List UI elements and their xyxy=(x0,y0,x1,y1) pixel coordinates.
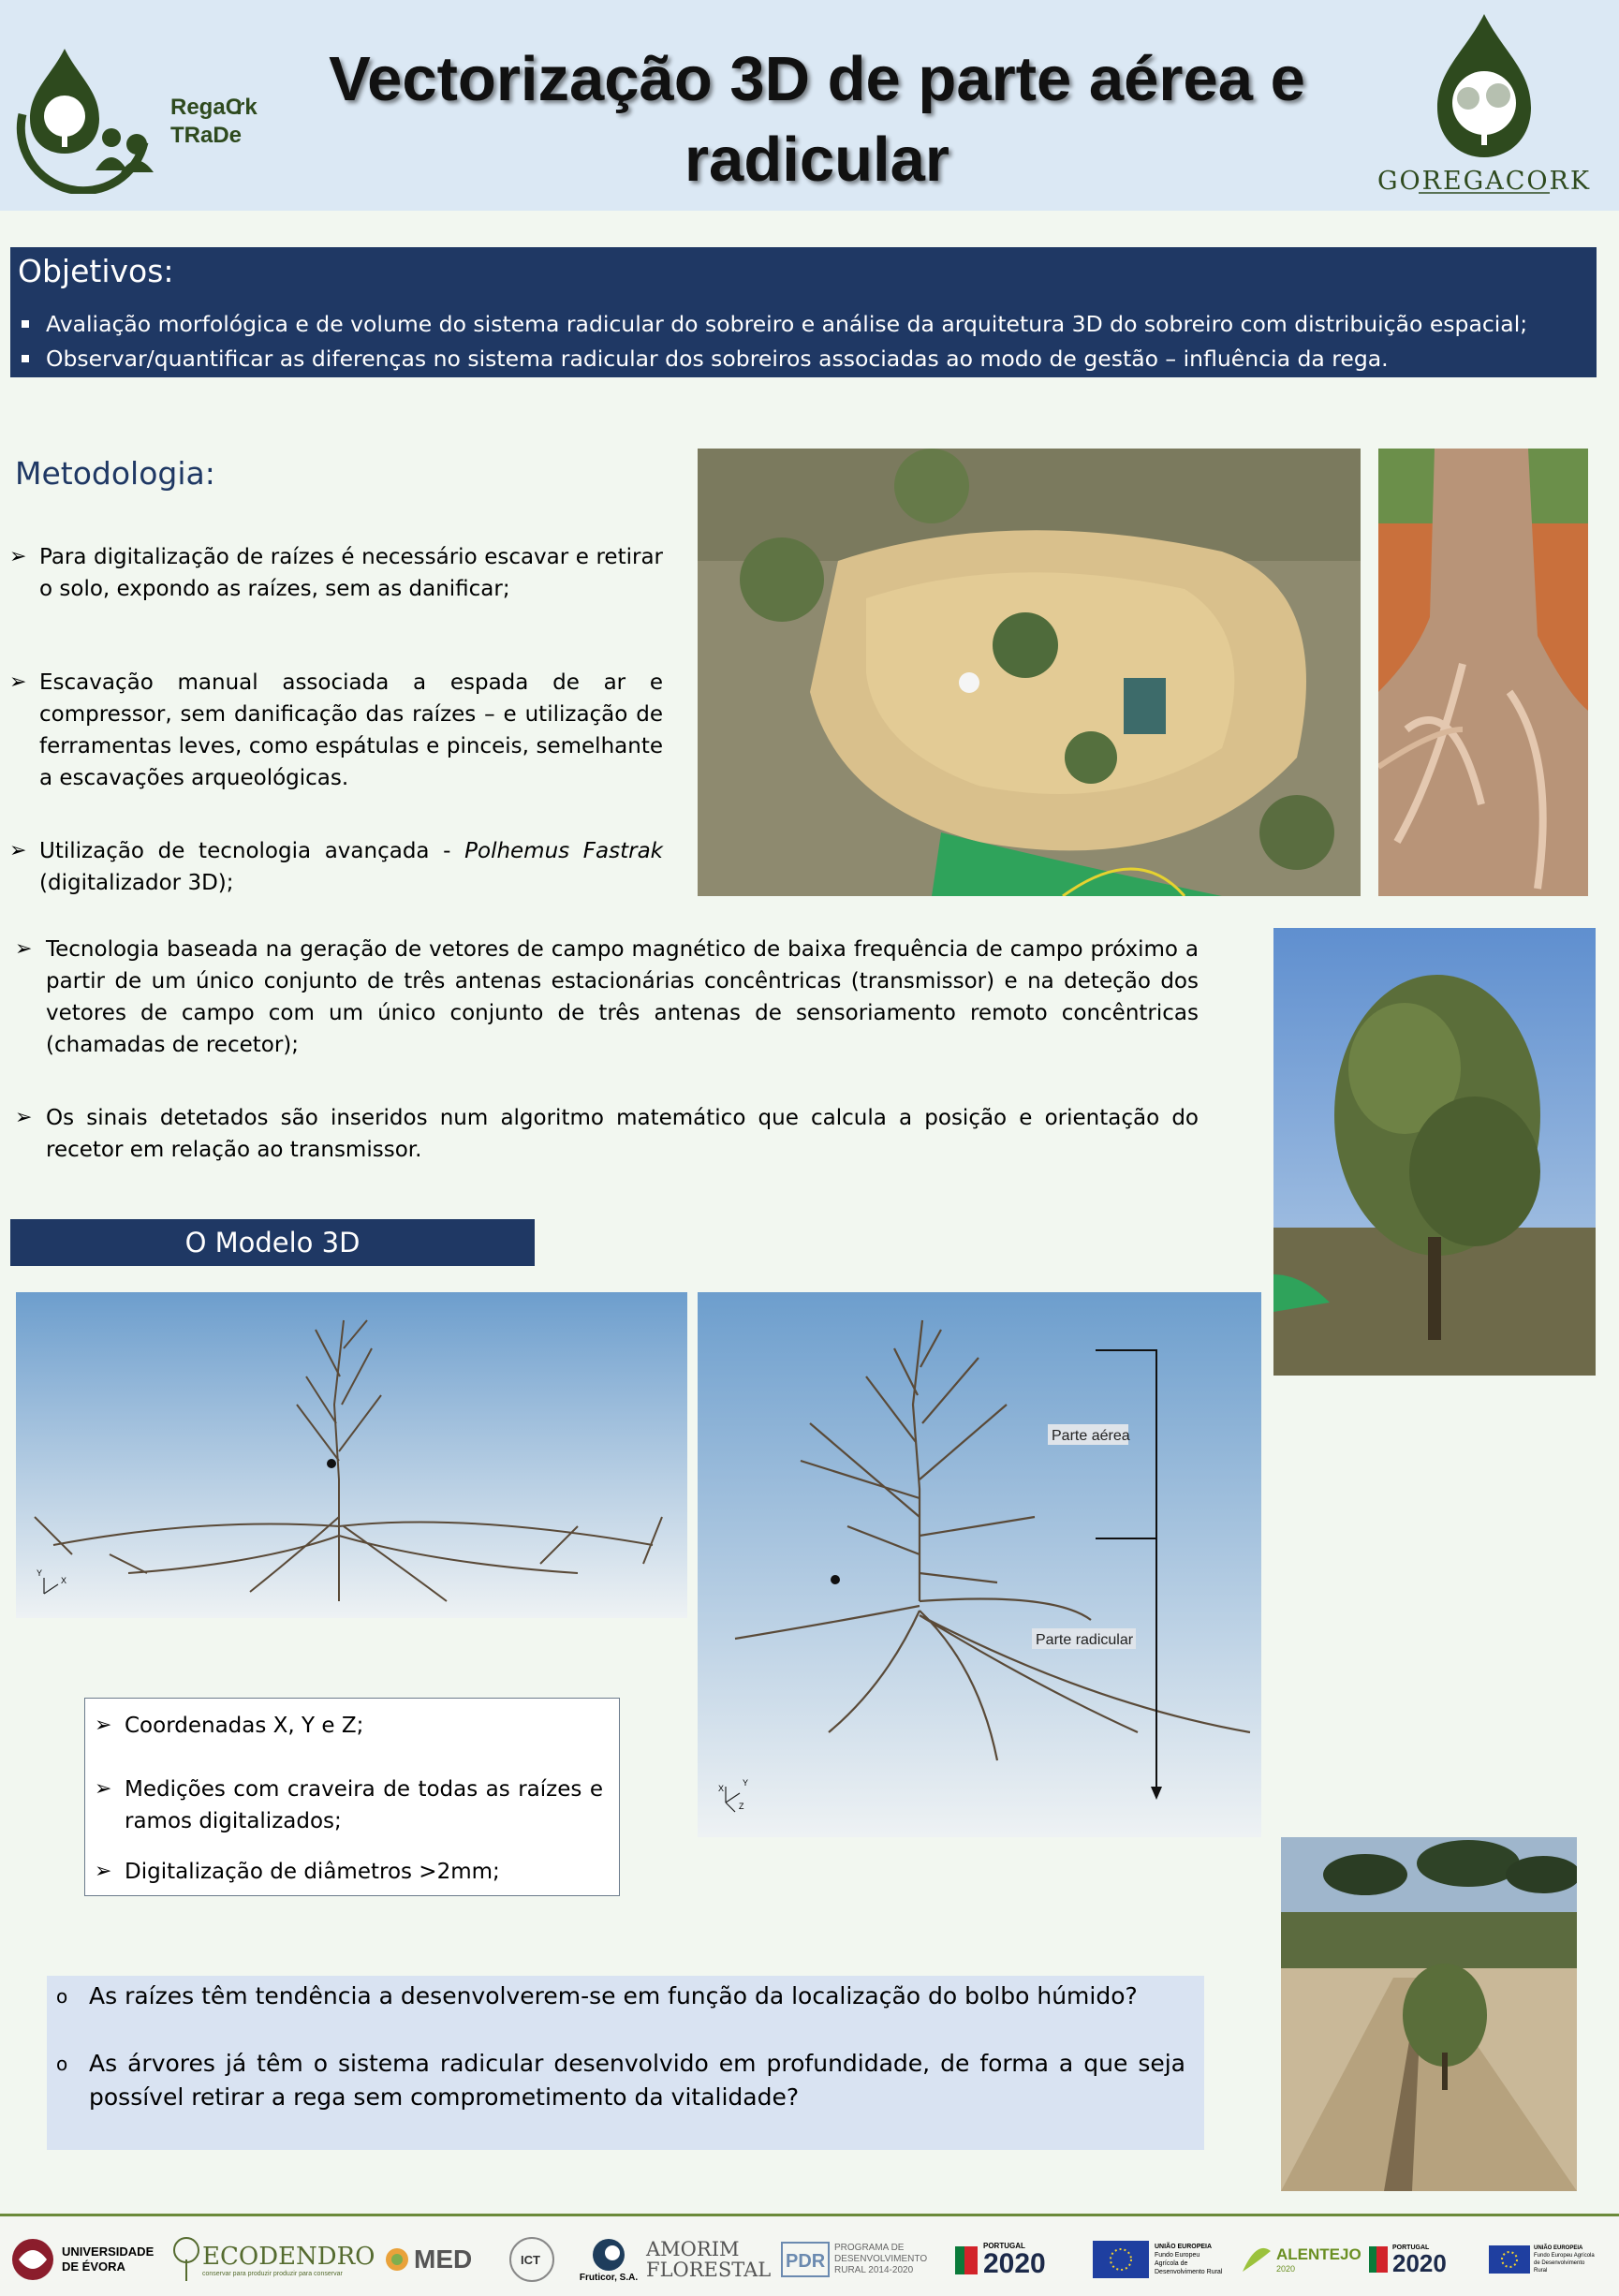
portugal2020-logo-2: PORTUGAL 2020 xyxy=(1369,2233,1472,2286)
objective-item: Avaliação morfológica e de volume do sistema radicular do sobreiro e análise da arquitetura 3D do sobreiro com distribuição espacial; xyxy=(18,307,1527,342)
methodology-item: ➢ Utilização de tecnologia avançada - Polhemus Fastrak (digitalizador 3D); xyxy=(9,835,663,899)
label-parte-radicular: Parte radicular xyxy=(1036,1632,1134,1648)
portugal2020-logo: PORTUGAL 2020 xyxy=(955,2233,1077,2286)
question-item: o As árvores já têm o sistema radicular desenvolvido em profundidade, de forma a que seja possível retirar a rega sem comprometimento da vitalidade? xyxy=(56,2047,1185,2114)
page-title: Vectorização 3D de parte aérea e radicular xyxy=(329,44,1305,195)
svg-text:PDR: PDR xyxy=(786,2251,826,2272)
model-detail-item: ➢ Digitalização de diâmetros >2mm; xyxy=(95,1856,603,1888)
fruticor-emblem-icon xyxy=(590,2237,627,2273)
circle-bullet-icon: o xyxy=(56,1985,68,2008)
3d-model-left-render xyxy=(16,1292,687,1618)
methodology-item: ➢ Escavação manual associada a espada de ar e compressor, sem danificação das raízes – e utilização de ferramentas leves, como espátulas e pinceis, semelhante a escavações arqueológicas. xyxy=(9,667,663,794)
uevora-logo: UNIVERSIDADE DE ÉVORA xyxy=(9,2233,169,2286)
arrow-bullet-icon: ➢ xyxy=(15,937,33,961)
arrow-bullet-icon: ➢ xyxy=(9,670,27,694)
objectives-title: Objetivos: xyxy=(18,253,174,289)
uevora-emblem-icon xyxy=(9,2236,56,2283)
goregacork-text: GOREGACORK xyxy=(1376,167,1592,196)
arrow-bullet-icon: ➢ xyxy=(95,1714,112,1737)
objectives-panel xyxy=(10,247,1597,377)
square-bullet-icon xyxy=(22,320,29,328)
axis-z-label: Z xyxy=(739,1802,744,1811)
regacork-line1-suffix: rk xyxy=(236,95,258,120)
arrow-bullet-icon: ➢ xyxy=(95,1777,112,1801)
label-parte-aerea: Parte aérea xyxy=(1052,1428,1130,1444)
methodology-item: ➢ Os sinais detetados são inseridos num algoritmo matemático que calcula a posição e orientação do recetor em relação ao transmissor. xyxy=(15,1102,1199,1166)
eu-fund-logo: UNIÃO EUROPEIA Fundo Europeu Agrícola de Desenvolvimento Rural xyxy=(1093,2233,1233,2286)
axis-x-label: X xyxy=(718,1784,725,1793)
eu-flag-icon xyxy=(1489,2245,1530,2274)
trunk-roots-photo xyxy=(1378,449,1588,896)
model-detail-item: ➢ Medições com craveira de todas as raízes e ramos digitalizados; xyxy=(95,1774,603,1837)
square-bullet-icon xyxy=(22,355,29,362)
ict-logo: ICT xyxy=(508,2233,564,2286)
model-section-title: O Modelo 3D xyxy=(10,1219,535,1266)
axis-y-label: Y xyxy=(743,1778,749,1788)
portugal-flag-icon xyxy=(955,2241,979,2278)
eu-fund-logo-2: UNIÃO EUROPEIA Fundo Europeu Agrícola de Desenvolvimento Rural xyxy=(1489,2233,1601,2286)
goregacork-logo xyxy=(1367,9,1601,197)
irrigation-trench-photo xyxy=(1281,1837,1577,2191)
model-detail-item: ➢ Coordenadas X, Y e Z; xyxy=(95,1710,603,1742)
fruticor-logo: Fruticor, S.A. xyxy=(571,2233,646,2286)
pdr2020-logo: PDR PROGRAMA DE DESENVOLVIMENTO RURAL 2014-2020 xyxy=(780,2233,949,2286)
arrow-bullet-icon: ➢ xyxy=(95,1860,112,1883)
objective-item: Observar/quantificar as diferenças no sistema radicular dos sobreiros associadas ao modo de gestão – influência da rega. xyxy=(18,342,1527,376)
excavation-aerial-photo xyxy=(698,449,1361,896)
tree-icon xyxy=(170,2236,202,2283)
cork-oak-tree-photo xyxy=(1273,928,1596,1376)
ecodendro-logo: ECODENDRO conservar para produzir produzir para conservar xyxy=(170,2233,376,2286)
questions-panel xyxy=(47,1976,1204,2150)
3d-model-right-render xyxy=(698,1292,1261,1837)
med-emblem-icon xyxy=(384,2246,410,2273)
alentejo2020-logo: ALENTEJO 2020 xyxy=(1241,2233,1362,2286)
axis-y-label: Y xyxy=(37,1568,43,1578)
med-logo: MED xyxy=(384,2233,496,2286)
arrow-bullet-icon: ➢ xyxy=(9,839,27,862)
circle-bullet-icon: o xyxy=(56,2053,68,2075)
methodology-item: ➢ Tecnologia baseada na geração de vetores de campo magnético de baixa frequência de campo próximo a partir de um único conjunto de três antenas estacionárias concêntricas (transmissor) e na deteção dos vetores de campo com um único conjunto de três antenas de sensoriamento remoto concêntricas (chamadas de recetor); xyxy=(15,934,1199,1061)
regacork-line1: RegaC xyxy=(170,95,243,120)
alentejo-emblem-icon xyxy=(1241,2244,1273,2275)
regacork-trade-logo xyxy=(13,39,294,194)
objectives-list xyxy=(18,307,1527,376)
portugal-flag-icon xyxy=(1369,2243,1390,2276)
methodology-title: Metodologia: xyxy=(15,455,215,492)
eu-flag-icon xyxy=(1093,2241,1149,2278)
regacork-line2: TRaDe xyxy=(170,123,243,148)
model-details-box xyxy=(84,1698,620,1896)
pdr-emblem-icon xyxy=(780,2239,831,2280)
methodology-item: ➢ Para digitalização de raízes é necessário escavar e retirar o solo, expondo as raízes, sem as danificar; xyxy=(9,541,663,605)
question-item: o As raízes têm tendência a desenvolverem-se em função da localização do bolbo húmido? xyxy=(56,1980,1185,2013)
axis-x-label: X xyxy=(61,1576,67,1585)
arrow-bullet-icon: ➢ xyxy=(15,1106,33,1129)
amorim-florestal-logo: AMORIM FLORESTAL xyxy=(646,2238,772,2281)
arrow-bullet-icon: ➢ xyxy=(9,545,27,568)
